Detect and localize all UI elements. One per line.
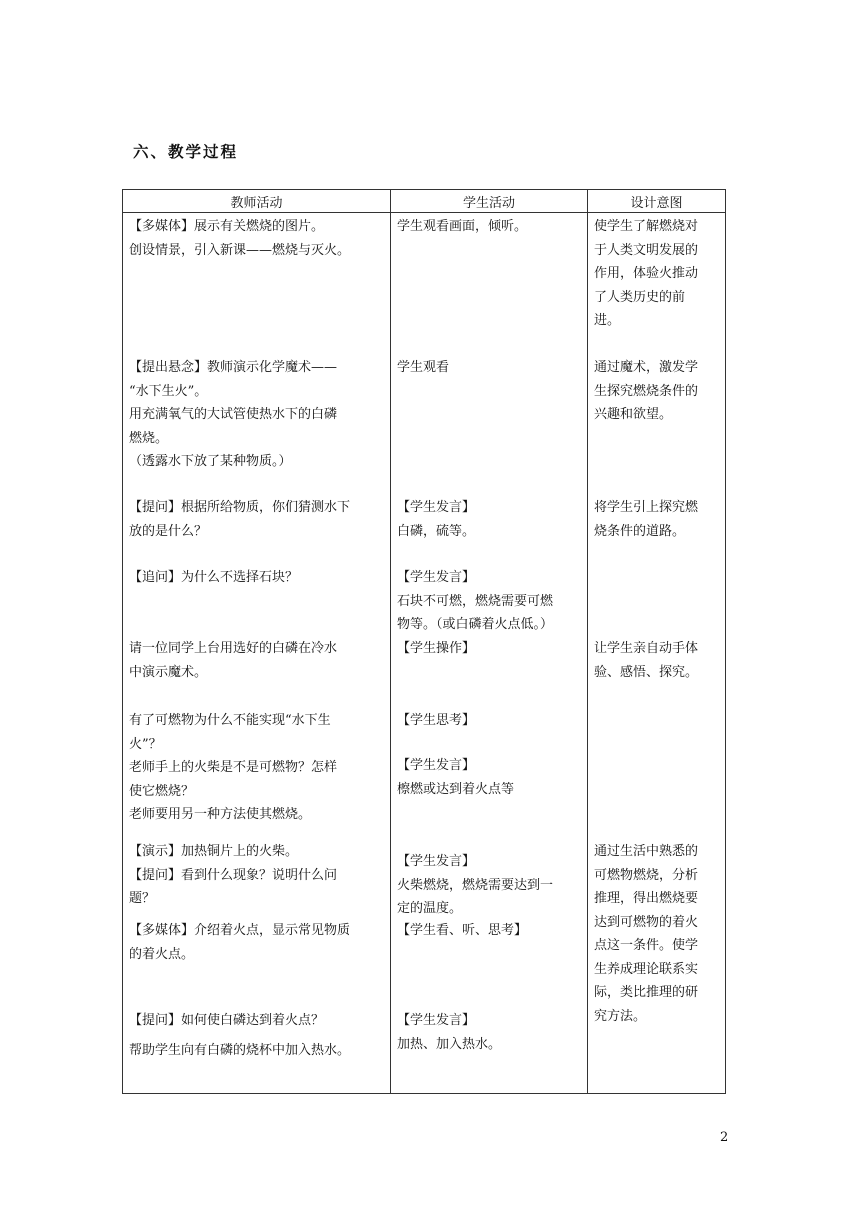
teacher-activity-line: 【提问】如何使白磷达到着火点？ <box>129 1013 325 1028</box>
teacher-activity-line: 中演示魔术。 <box>129 664 208 680</box>
design-intent-line: 究方法。 <box>594 1008 647 1024</box>
teaching-process-table <box>122 189 726 1094</box>
student-activity-block <box>397 356 581 380</box>
student-activity-line: 【学生发言】 <box>397 854 476 869</box>
teacher-activity-line: 【提出悬念】教师演示化学魔术—— <box>129 360 338 375</box>
teacher-activity-line: 燃烧。 <box>129 430 169 446</box>
design-intent-line: 达到可燃物的着火 <box>594 914 699 930</box>
student-activity-block <box>397 850 581 921</box>
design-intent-block <box>594 496 719 543</box>
teacher-activity-line: 帮助学生向有白磷的烧杯中加入热水。 <box>129 1043 351 1058</box>
teacher-activity-line: 【提问】看到什么现象？说明什么问 <box>129 867 338 883</box>
student-activity-line: 【学生发言】 <box>397 758 476 773</box>
student-activity-block <box>397 1009 581 1056</box>
student-activity-line: 学生观看画面，倾听。 <box>397 219 528 234</box>
design-intent-line: 于人类文明发展的 <box>594 242 699 258</box>
design-intent-line: 将学生引上探究燃 <box>594 500 699 515</box>
teacher-activity-block <box>129 496 384 543</box>
student-activity-line: 石块不可燃，燃烧需要可燃 <box>397 593 554 609</box>
student-activity-line: 【学生思考】 <box>397 713 476 728</box>
teacher-activity-line: 题？ <box>129 891 156 906</box>
teacher-activity-line: 老师手上的火柴是不是可燃物？怎样 <box>129 760 338 775</box>
student-activity-block <box>397 215 581 239</box>
design-intent-line: 通过魔术，激发学 <box>594 360 699 375</box>
design-intent-line: 通过生活中熟悉的 <box>594 844 699 859</box>
teacher-activity-block <box>129 1009 384 1033</box>
student-activity-cell <box>391 213 588 1094</box>
design-intent-line: 进。 <box>594 313 621 328</box>
student-activity-block <box>397 709 581 733</box>
design-intent-line: 验、感悟、探究。 <box>594 664 699 680</box>
teacher-activity-line: 【演示】加热铜片上的火柴。 <box>129 844 299 859</box>
design-intent-line: 点这一条件。使学 <box>594 938 699 953</box>
student-activity-block <box>397 754 581 801</box>
student-activity-line: 物等。（或白磷着火点低。） <box>397 617 554 632</box>
teacher-activity-line: 创设情景，引入新课——燃烧与灭火。 <box>129 242 351 258</box>
teacher-activity-block <box>129 637 384 684</box>
table-row <box>123 213 726 1094</box>
design-intent-block <box>594 356 719 427</box>
student-activity-line: 【学生发言】 <box>397 500 476 515</box>
section-title: 六、教学过程 <box>133 143 239 161</box>
design-intent-line: 使学生了解燃烧对 <box>594 219 699 234</box>
design-intent-line: 可燃物燃烧，分析 <box>594 867 699 883</box>
teacher-activity-line: 请一位同学上台用选好的白磷在冷水 <box>129 641 338 656</box>
header-student-activity: 学生活动 <box>391 190 588 213</box>
teacher-activity-line: 【追问】为什么不选择石块？ <box>129 570 299 585</box>
student-activity-line: 白磷，硫等。 <box>397 523 476 539</box>
student-activity-block <box>397 637 581 661</box>
teacher-activity-line: （透露水下放了某种物质。） <box>129 454 292 469</box>
student-activity-line: 【学生看、听、思考】 <box>397 923 528 938</box>
design-intent-line: 推理，得出燃烧要 <box>594 891 699 906</box>
teacher-activity-block <box>129 566 384 590</box>
design-intent-block <box>594 840 719 1028</box>
student-activity-line: 【学生发言】 <box>397 1013 476 1028</box>
header-design-intent: 设计意图 <box>588 190 726 213</box>
student-activity-line: 定的温度。 <box>397 901 463 916</box>
teacher-activity-line: “水下生火”。 <box>129 383 208 399</box>
student-activity-line: 【学生发言】 <box>397 570 476 585</box>
design-intent-cell <box>588 213 726 1094</box>
student-activity-line: 火柴燃烧，燃烧需要达到一 <box>397 877 554 893</box>
design-intent-line: 让学生亲自动手体 <box>594 641 699 656</box>
design-intent-line: 生养成理论联系实 <box>594 961 699 977</box>
teacher-activity-line: 火”？ <box>129 736 162 752</box>
teacher-activity-line: 使它燃烧？ <box>129 783 195 799</box>
design-intent-line: 作用，体验火推动 <box>594 266 699 281</box>
design-intent-line: 生探究燃烧条件的 <box>594 383 699 399</box>
teacher-activity-block <box>129 840 384 911</box>
student-activity-line: 学生观看 <box>397 360 450 375</box>
student-activity-block <box>397 919 581 943</box>
student-activity-line: 【学生操作】 <box>397 641 476 656</box>
table-header-row <box>123 190 726 213</box>
student-activity-line: 檫燃或达到着火点等 <box>397 781 515 797</box>
header-teacher-activity: 教师活动 <box>123 190 391 213</box>
design-intent-line: 了人类历史的前 <box>594 289 686 305</box>
teacher-activity-line: 有了可燃物为什么不能实现“水下生 <box>129 713 331 728</box>
teacher-activity-line: 的着火点。 <box>129 946 195 962</box>
teacher-activity-block <box>129 1039 384 1063</box>
teacher-activity-line: 老师要用另一种方法使其燃烧。 <box>129 807 312 822</box>
teacher-activity-block <box>129 709 384 827</box>
design-intent-block <box>594 637 719 684</box>
teacher-activity-block <box>129 356 384 474</box>
teacher-activity-line: 【提问】根据所给物质，你们猜测水下 <box>129 500 351 515</box>
teacher-activity-line: 【多媒体】介绍着火点，显示常见物质 <box>129 923 351 938</box>
design-intent-line: 兴趣和欲望。 <box>594 407 673 422</box>
design-intent-block <box>594 215 719 333</box>
student-activity-block <box>397 496 581 543</box>
student-activity-line: 加热、加入热水。 <box>397 1036 502 1052</box>
teacher-activity-line: 【多媒体】展示有关燃烧的图片。 <box>129 219 325 234</box>
teacher-activity-block <box>129 919 384 966</box>
teacher-activity-line: 放的是什么？ <box>129 523 208 539</box>
student-activity-block <box>397 566 581 637</box>
design-intent-line: 烧条件的道路。 <box>594 523 686 539</box>
teacher-activity-block <box>129 215 384 262</box>
teacher-activity-line: 用充满氧气的大试管使热水下的白磷 <box>129 407 338 422</box>
teacher-activity-cell <box>123 213 391 1094</box>
design-intent-line: 际，类比推理的研 <box>594 985 699 1000</box>
page-number: 2 <box>720 1130 729 1145</box>
